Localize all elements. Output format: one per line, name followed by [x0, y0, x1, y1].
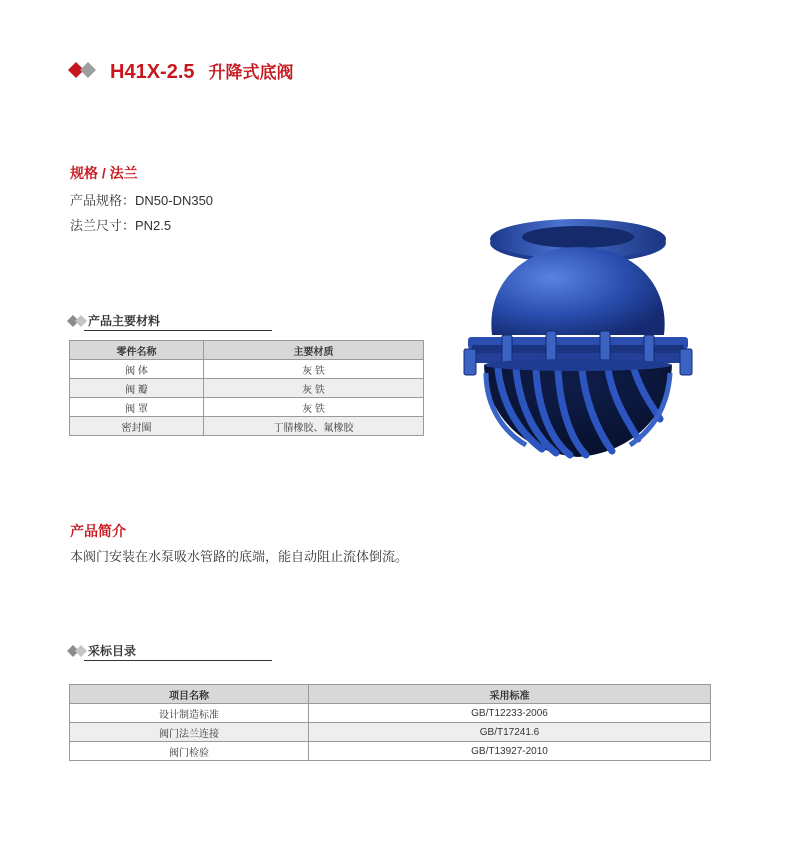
- product-model: H41X-2.5: [110, 61, 195, 83]
- table-row: [70, 398, 424, 417]
- intro-heading: 产品简介: [70, 523, 126, 539]
- intro-text: 本阀门安装在水泵吸水管路的底端，能自动阻止流体倒流。: [70, 549, 409, 564]
- subheading-diamond-icon: [66, 644, 88, 658]
- table-cell: 阀门检验: [70, 742, 309, 761]
- spec-flange: 法兰尺寸：PN2.5: [70, 218, 172, 233]
- table-row: [70, 379, 424, 398]
- standards-subheading: [66, 640, 276, 662]
- title-diamond-icon: [66, 60, 106, 80]
- table-cell: 密封圈: [70, 417, 204, 436]
- table-cell: 灰 铁: [204, 398, 424, 417]
- page-title: [110, 58, 294, 84]
- column-header: 项目名称: [70, 685, 309, 704]
- table-cell: GB/T13927-2010: [309, 742, 711, 761]
- table-cell: 灰 铁: [204, 360, 424, 379]
- table-row: [70, 742, 711, 761]
- table-cell: 阀门法兰连接: [70, 723, 309, 742]
- column-header: 采用标准: [309, 685, 711, 704]
- table-cell: 阀 罩: [70, 398, 204, 417]
- table-cell: GB/T17241.6: [309, 723, 711, 742]
- foot-valve-illustration: [462, 205, 694, 473]
- table-row: [70, 704, 711, 723]
- table-cell: GB/T12233-2006: [309, 704, 711, 723]
- subheading-diamond-icon: [66, 314, 88, 328]
- table-cell: 阀 瓣: [70, 379, 204, 398]
- standards-heading: 采标目录: [88, 644, 137, 658]
- materials-table: [69, 340, 424, 436]
- materials-heading: 产品主要材料: [88, 314, 161, 328]
- table-cell: 灰 铁: [204, 379, 424, 398]
- table-cell: 设计制造标准: [70, 704, 309, 723]
- column-header: 主要材质: [204, 341, 424, 360]
- table-row: [70, 417, 424, 436]
- spec-heading: 规格 / 法兰: [70, 165, 138, 181]
- table-header-row: [70, 341, 424, 360]
- table-header-row: [70, 685, 711, 704]
- spec-size: 产品规格：DN50-DN350: [70, 193, 214, 208]
- subheading-underline: [84, 660, 272, 661]
- materials-subheading: [66, 310, 276, 332]
- standards-table: [69, 684, 711, 761]
- table-cell: 丁腈橡胶、氟橡胶: [204, 417, 424, 436]
- table-row: [70, 360, 424, 379]
- table-row: [70, 723, 711, 742]
- product-name: 升降式底阀: [208, 63, 294, 82]
- subheading-underline: [84, 330, 272, 331]
- table-cell: 阀 体: [70, 360, 204, 379]
- column-header: 零件名称: [70, 341, 204, 360]
